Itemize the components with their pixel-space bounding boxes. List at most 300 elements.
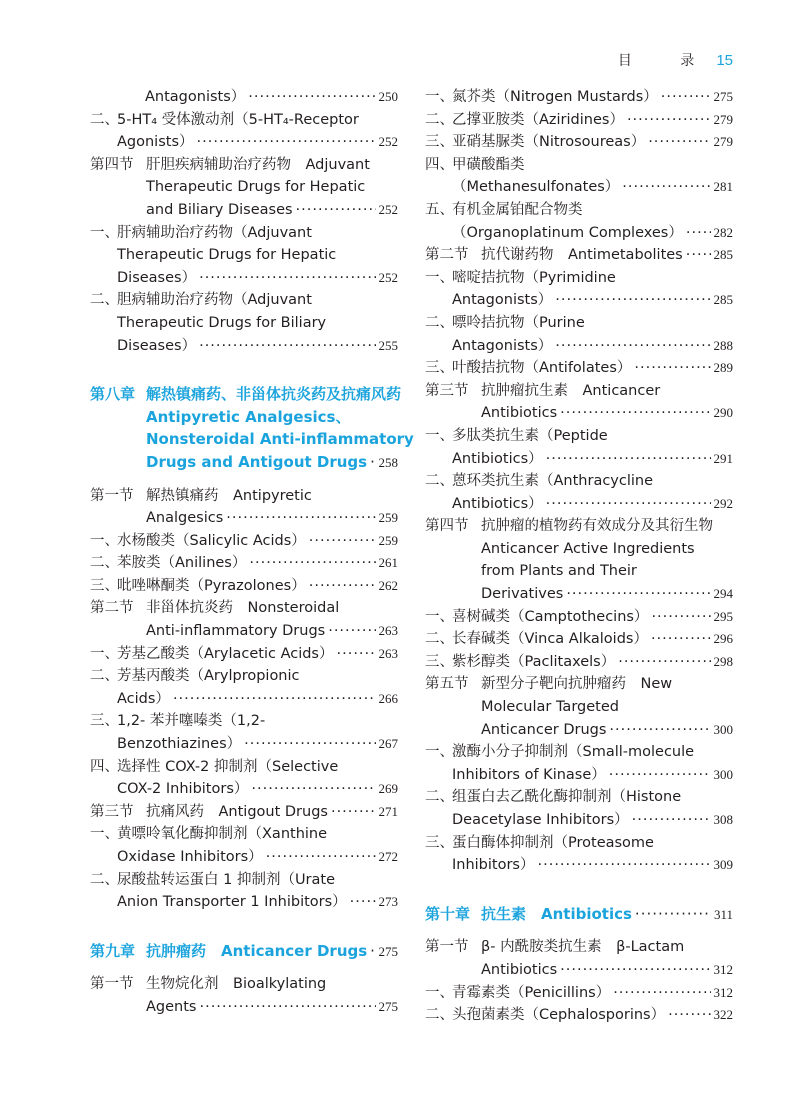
dot-leader [173,688,376,711]
toc-entry-number: 三、 [90,577,119,594]
dot-leader [651,628,711,651]
dot-leader [546,448,711,471]
toc-entry-last-line [452,109,733,132]
dot-leader [199,267,375,290]
toc-page-number: 312 [713,984,733,1000]
toc-page-number: 252 [378,134,398,150]
dot-leader [538,854,711,877]
dot-leader [566,583,710,606]
toc-section[interactable] [425,936,733,981]
toc-entry-number: 一、 [90,826,119,843]
toc-entry-last-line [452,289,733,312]
toc-page-number: 273 [378,894,398,910]
toc-page-number: 309 [713,857,733,873]
toc-subsection[interactable] [90,530,398,553]
toc-entry-title-line: Antipyretic Analgesics、 [146,407,351,426]
dot-leader [686,222,711,245]
dot-leader [560,959,710,982]
toc-section[interactable] [425,244,733,267]
toc-entry-title-line: from Plants and Their [481,563,637,580]
toc-entry-last-line [452,651,733,674]
toc-entry-last-line [117,552,398,575]
dot-leader [609,764,711,787]
toc-entry-title-line: 苯胺类（Anilines） [117,555,247,572]
toc-entry-title-line: 5-HT₄ 受体激动剂（5-HT₄-Receptor [117,111,359,128]
toc-chapter[interactable] [90,940,398,964]
toc-entry-number: 一、 [425,269,454,286]
toc-page-number: 300 [713,721,733,737]
toc-page-number: 281 [713,179,733,195]
toc-subsection[interactable] [425,741,733,786]
toc-entry-number: 三、 [425,134,454,151]
toc-subsection[interactable] [425,628,733,651]
toc-entry-number: 第十章 [425,904,471,923]
toc-entry-number: 一、 [425,744,454,761]
toc-page-number: 255 [378,337,398,353]
toc-entry-number: 第二节 [90,600,134,617]
toc-page-number: 262 [378,577,398,593]
toc-entry-title-line: 非甾体抗炎药 Nonsteroidal [146,600,340,617]
toc-entry-title-line: Antibiotics [481,405,558,422]
toc-entry-number: 一、 [90,532,119,549]
header-label: 目 录 [617,53,717,69]
toc-section[interactable] [425,673,733,741]
dot-leader [648,131,710,154]
toc-entry-title-line: Benzothiazines） [117,736,242,753]
toc-entry-number: 第三节 [425,382,469,399]
toc-section[interactable] [90,485,398,530]
toc-page-number: 296 [713,631,733,647]
toc-entry-last-line [481,402,733,425]
toc-entry-last-line [117,643,398,666]
toc-entry-title-line: 亚硝基脲类（Nitrosoureas） [452,134,646,151]
toc-subsection[interactable] [425,312,733,357]
dot-leader [244,733,375,756]
toc-entry-title-line: Inhibitors） [452,857,535,874]
toc-page-number: 252 [378,269,398,285]
toc-section[interactable] [90,597,398,642]
toc-entry-title-line: Molecular Targeted [481,699,619,716]
toc-entry-title-line: Analgesics [146,510,224,527]
toc-subsection[interactable] [90,710,398,755]
toc-entry-title-line: 长春碱类（Vinca Alkaloids） [452,631,648,648]
toc-entry-last-line [146,451,398,475]
toc-entry-title-line: （Organoplatinum Complexes） [452,224,683,241]
toc-page-number: 295 [713,608,733,624]
toc-page-number: 311 [713,906,733,922]
toc-entry-last-line [452,493,733,516]
toc-entry-last-line [452,854,733,877]
dot-leader [668,1004,710,1027]
toc-entry-number: 二、 [90,871,119,888]
toc-page-number: 259 [378,510,398,526]
toc-entry-number: 一、 [425,427,454,444]
toc-entry-title-line: 1,2- 苯并噻嗪类（1,2- [117,713,266,730]
toc-page-number: 279 [713,111,733,127]
toc-subsection[interactable] [425,154,733,199]
toc-entry-title-line: 乙撑亚胺类（Aziridines） [452,111,624,128]
toc-entry-title-line: 抗肿瘤药 Anticancer Drugs [146,941,368,960]
toc-entry-last-line [452,222,733,245]
dot-leader [632,809,711,832]
toc-entry-number: 第五节 [425,676,469,693]
toc-page-number: 292 [713,495,733,511]
toc-subsection[interactable] [90,86,398,109]
toc-subsection[interactable] [425,470,733,515]
toc-entry-number: 二、 [425,473,454,490]
toc-page-number: 279 [713,134,733,150]
toc-subsection[interactable] [425,109,733,132]
toc-subsection[interactable] [90,869,398,914]
toc-section[interactable] [90,973,398,1018]
toc-subsection[interactable] [425,199,733,244]
toc-entry-last-line [452,86,733,109]
toc-chapter[interactable] [425,903,733,927]
toc-entry-title-line: 抗代谢药物 Antimetabolites [481,247,683,264]
dot-leader [661,86,711,109]
toc-entry-title-line: 新型分子靶向抗肿瘤药 New [481,676,673,693]
toc-entry-title-line: Antibiotics） [452,495,543,512]
toc-entry-title-line: 选择性 COX-2 抑制剂（Selective [117,758,339,775]
dot-leader [555,335,710,358]
dot-leader [226,507,375,530]
toc-page-number: 285 [713,247,733,263]
toc-section[interactable] [90,154,398,222]
toc-entry-number: 第四节 [425,518,469,535]
toc-page-number: 282 [713,224,733,240]
toc-entry-number: 第二节 [425,247,469,264]
toc-entry-title-line: Antagonists） [452,337,553,354]
toc-page-number: 261 [378,555,398,571]
toc-page-number: 290 [713,405,733,421]
toc-entry-title-line: 蛋白酶体抑制剂（Proteasome [452,834,654,851]
toc-subsection[interactable] [425,982,733,1005]
dot-leader [613,982,710,1005]
toc-page-number: 263 [378,645,398,661]
toc-entry-title-line: 叶酸拮抗物（Antifolates） [452,360,632,377]
toc-entry-last-line [481,959,733,982]
toc-entry-number: 一、 [90,224,119,241]
toc-entry-last-line [452,606,733,629]
dot-leader [686,244,711,267]
toc-page-number: 267 [378,736,398,752]
toc-entry-last-line [452,357,733,380]
toc-entry-title-line: 水杨酸类（Salicylic Acids） [117,532,306,549]
toc-entry-title-line: Therapeutic Drugs for Hepatic [146,179,366,196]
toc-entry-title-line: 抗痛风药 Antigout Drugs [146,803,328,820]
toc-subsection[interactable] [90,552,398,575]
dot-leader [350,891,376,914]
toc-entry-title-line: and Biliary Diseases [146,201,293,218]
toc-entry-title-line: 喜树碱类（Camptothecins） [452,608,649,625]
toc-entry-last-line [452,764,733,787]
toc-entry-number: 二、 [425,789,454,806]
toc-entry-title-line: 肝病辅助治疗药物（Adjuvant [117,224,312,241]
toc-entry-title-line: Agonists） [117,134,194,151]
toc-entry-title-line: Nonsteroidal Anti-inflammatory [146,430,414,449]
dot-leader [266,846,376,869]
toc-entry-title-line: 氮芥类（Nitrogen Mustards） [452,89,658,105]
toc-entry-title-line: 抗生素 Antibiotics [481,904,632,923]
toc-entry-title-line: Inhibitors of Kinase） [452,766,606,783]
toc-entry-number: 四、 [90,758,119,775]
toc-subsection[interactable] [90,109,398,154]
toc-entry-title-line: 头孢菌素类（Cephalosporins） [452,1007,666,1024]
toc-entry-number: 二、 [90,292,119,309]
toc-entry-last-line [146,996,398,1019]
toc-entry-title-line: 蒽环类抗生素（Anthracycline [452,473,654,490]
dot-leader [251,778,375,801]
toc-entry-title-line: 胆病辅助治疗药物（Adjuvant [117,292,312,309]
toc-page-number: 271 [378,803,398,819]
toc-entry-number: 三、 [425,834,454,851]
toc-entry-number: 二、 [90,111,119,128]
toc-page-number: 258 [378,454,398,470]
toc-entry-title-line: Diseases） [117,269,197,286]
toc-entry-title-line: Deacetylase Inhibitors） [452,812,629,828]
dot-leader [199,335,375,358]
toc-subsection[interactable] [425,86,733,109]
toc-page-number: 289 [713,360,733,376]
toc-entry-last-line [481,244,733,267]
toc-entry-title-line: Anti-inflammatory Drugs [146,623,326,640]
toc-entry-title-line: 嘧啶拮抗物（Pyrimidine [452,269,616,286]
toc-entry-title-line: 尿酸盐转运蛋白 1 抑制剂（Urate [117,871,336,888]
toc-entry-last-line [146,620,398,643]
toc-entry-title-line: Derivatives [481,586,564,603]
toc-entry-last-line [452,335,733,358]
toc-entry-number: 一、 [425,608,454,625]
toc-page-number: 263 [378,623,398,639]
toc-section[interactable] [425,515,733,605]
toc-entry-title-line: Antagonists） [452,292,553,309]
toc-subsection[interactable] [425,425,733,470]
toc-entry-title-line: 激酶小分子抑制剂（Small-molecule [452,744,695,761]
toc-entry-last-line [452,448,733,471]
toc-entry-last-line [117,846,398,869]
toc-entry-title-line: 紫杉醇类（Paclitaxels） [452,653,616,670]
toc-entry-title-line: 芳基丙酸类（Arylpropionic [117,668,300,685]
toc-entry-last-line [117,335,398,358]
toc-entry-number: 第一节 [425,939,469,956]
dot-leader [249,552,375,575]
toc-entry-last-line [481,719,733,742]
page-number: 15 [716,52,733,69]
dot-leader [370,940,375,963]
toc-subsection[interactable] [425,651,733,674]
toc-page-number: 308 [713,812,733,827]
toc-subsection[interactable] [425,786,733,831]
toc-entry-title-line: Diseases） [117,337,197,354]
toc-subsection[interactable] [425,131,733,154]
toc-entry-number: 第四节 [90,156,134,173]
toc-page-number: 250 [378,89,398,104]
toc-page-number: 275 [713,89,733,104]
toc-entry-last-line [117,688,398,711]
toc-entry-title-line: Drugs and Antigout Drugs [146,452,368,471]
toc-entry-last-line [117,733,398,756]
toc-entry-last-line [452,176,733,199]
toc-entry-title-line: 生物烷化剂 Bioalkylating [146,976,327,993]
toc-page-number: 272 [378,849,398,864]
toc-page-number: 322 [713,1007,733,1023]
dot-leader [634,357,710,380]
toc-entry-title-line: 肝胆疾病辅助治疗药物 Adjuvant [146,156,370,173]
dot-leader [309,530,376,553]
toc-entry-last-line [117,131,398,154]
dot-leader [337,643,376,666]
dot-leader [199,996,375,1019]
dot-leader [651,606,710,629]
toc-entry-title-line: Oxidase Inhibitors） [117,849,263,865]
toc-entry-title-line: 解热镇痛药 Antipyretic [146,487,312,504]
dot-leader [546,493,711,516]
toc-entry-title-line: Antagonists） [145,89,246,105]
toc-entry-last-line [452,131,733,154]
toc-subsection[interactable] [90,823,398,868]
dot-leader [309,575,376,598]
toc-entry-number: 第八章 [90,385,136,404]
toc-column-right [425,86,733,1027]
toc-subsection[interactable] [90,756,398,801]
toc-subsection[interactable] [90,289,398,357]
toc-entry-title-line: 多肽类抗生素（Peptide [452,427,608,444]
page-header [618,50,733,70]
toc-entry-number: 三、 [425,360,454,377]
toc-entry-last-line [146,801,398,824]
toc-entry-title-line: Acids） [117,690,170,707]
toc-section[interactable] [425,380,733,425]
toc-entry-title-line: COX-2 Inhibitors） [117,781,249,798]
toc-entry-title-line: Anion Transporter 1 Inhibitors） [117,894,347,911]
toc-entry-title-line: 抗肿瘤的植物药有效成分及其衍生物 [481,518,713,535]
toc-subsection[interactable] [425,267,733,312]
toc-page-number: 259 [378,532,398,548]
toc-entry-number: 三、 [90,713,119,730]
toc-column-left [90,86,414,1019]
toc-entry-title-line: β- 内酰胺类抗生素 β-Lactam [481,939,685,956]
toc-subsection[interactable] [425,606,733,629]
toc-entry-number: 二、 [425,314,454,331]
toc-entry-title-line: Therapeutic Drugs for Biliary [117,314,327,331]
dot-leader [635,903,711,926]
toc-entry-number: 五、 [425,201,454,218]
toc-page-number: 269 [378,781,398,797]
toc-entry-title-line: 芳基乙酸类（Arylacetic Acids） [117,645,334,662]
toc-entry-number: 一、 [425,89,454,105]
toc-entry-title-line: 嘌呤拮抗物（Purine [452,314,585,331]
dot-leader [560,402,710,425]
toc-entry-number: 第一节 [90,487,134,504]
toc-entry-number: 二、 [425,1007,454,1024]
toc-entry-number: 一、 [90,645,119,662]
toc-entry-title-line: 有机金属铂配合物类 [452,201,583,218]
toc-entry-last-line [146,507,398,530]
toc-page-number: 288 [713,337,733,353]
toc-entry-number: 二、 [425,111,454,128]
toc-entry-title-line: 甲磺酸酯类 [452,156,525,173]
dot-leader [296,199,376,222]
toc-entry-title-line: 组蛋白去乙酰化酶抑制剂（Histone [452,789,682,806]
dot-leader [627,109,711,132]
toc-subsection[interactable] [425,357,733,380]
toc-entry-last-line [146,199,398,222]
toc-entry-title-line: 抗肿瘤抗生素 Anticancer [481,382,661,399]
toc-entry-title-line: Antibiotics） [452,450,543,467]
toc-page-number: 252 [378,201,398,217]
toc-entry-last-line [452,982,733,1005]
toc-entry-last-line [145,86,398,109]
dot-leader [331,801,376,824]
toc-entry-last-line [117,530,398,553]
toc-section[interactable] [90,801,398,824]
toc-entry-last-line [452,809,733,832]
dot-leader [555,289,710,312]
toc-entry-title-line: 青霉素类（Penicillins） [452,984,611,1001]
dot-leader [622,176,710,199]
toc-page-number: 298 [713,653,733,669]
toc-page-number: 312 [713,961,733,977]
toc-page-number: 275 [378,943,398,959]
toc-entry-last-line [146,940,398,964]
toc-page-number: 294 [713,586,733,602]
dot-leader [248,86,375,109]
toc-entry-number: 二、 [425,631,454,648]
dot-leader [618,651,710,674]
toc-page-number: 291 [713,450,733,466]
toc-entry-number: 二、 [90,668,119,685]
toc-subsection[interactable] [425,832,733,877]
toc-entry-last-line [481,903,733,927]
toc-entry-title-line: Anticancer Drugs [481,721,607,738]
toc-entry-title-line: （Methanesulfonates） [452,179,620,196]
toc-page-number: 275 [378,998,398,1014]
toc-entry-number: 二、 [90,555,119,572]
toc-entry-last-line [481,583,733,606]
toc-entry-last-line [452,628,733,651]
dot-leader [197,131,376,154]
toc-entry-title-line: Antibiotics [481,961,558,978]
dot-leader [370,451,375,474]
toc-entry-last-line [117,778,398,801]
toc-subsection[interactable] [90,643,398,666]
toc-entry-title-line: Anticancer Active Ingredients [481,540,695,557]
toc-entry-title-line: 解热镇痛药、非甾体抗炎药及抗痛风药 [146,385,402,404]
toc-subsection[interactable] [425,1004,733,1027]
toc-entry-number: 第三节 [90,803,134,820]
toc-page-number: 266 [378,690,398,706]
dot-leader [609,719,710,742]
toc-entry-last-line [117,891,398,914]
toc-entry-last-line [117,575,398,598]
toc-entry-number: 第九章 [90,941,136,960]
toc-subsection[interactable] [90,575,398,598]
toc-entry-last-line [452,1004,733,1027]
toc-subsection[interactable] [90,222,398,290]
toc-subsection[interactable] [90,665,398,710]
toc-entry-title-line: 吡唑啉酮类（Pyrazolones） [117,577,306,594]
toc-entry-number: 三、 [425,653,454,670]
toc-entry-number: 第一节 [90,976,134,993]
toc-entry-last-line [117,267,398,290]
dot-leader [328,620,375,643]
toc-entry-number: 四、 [425,156,454,173]
toc-entry-number: 一、 [425,984,454,1001]
toc-page-number: 300 [713,766,733,782]
toc-page-number: 285 [713,292,733,308]
toc-entry-title-line: 黄嘌呤氧化酶抑制剂（Xanthine [117,826,328,843]
toc-chapter[interactable] [90,383,414,474]
